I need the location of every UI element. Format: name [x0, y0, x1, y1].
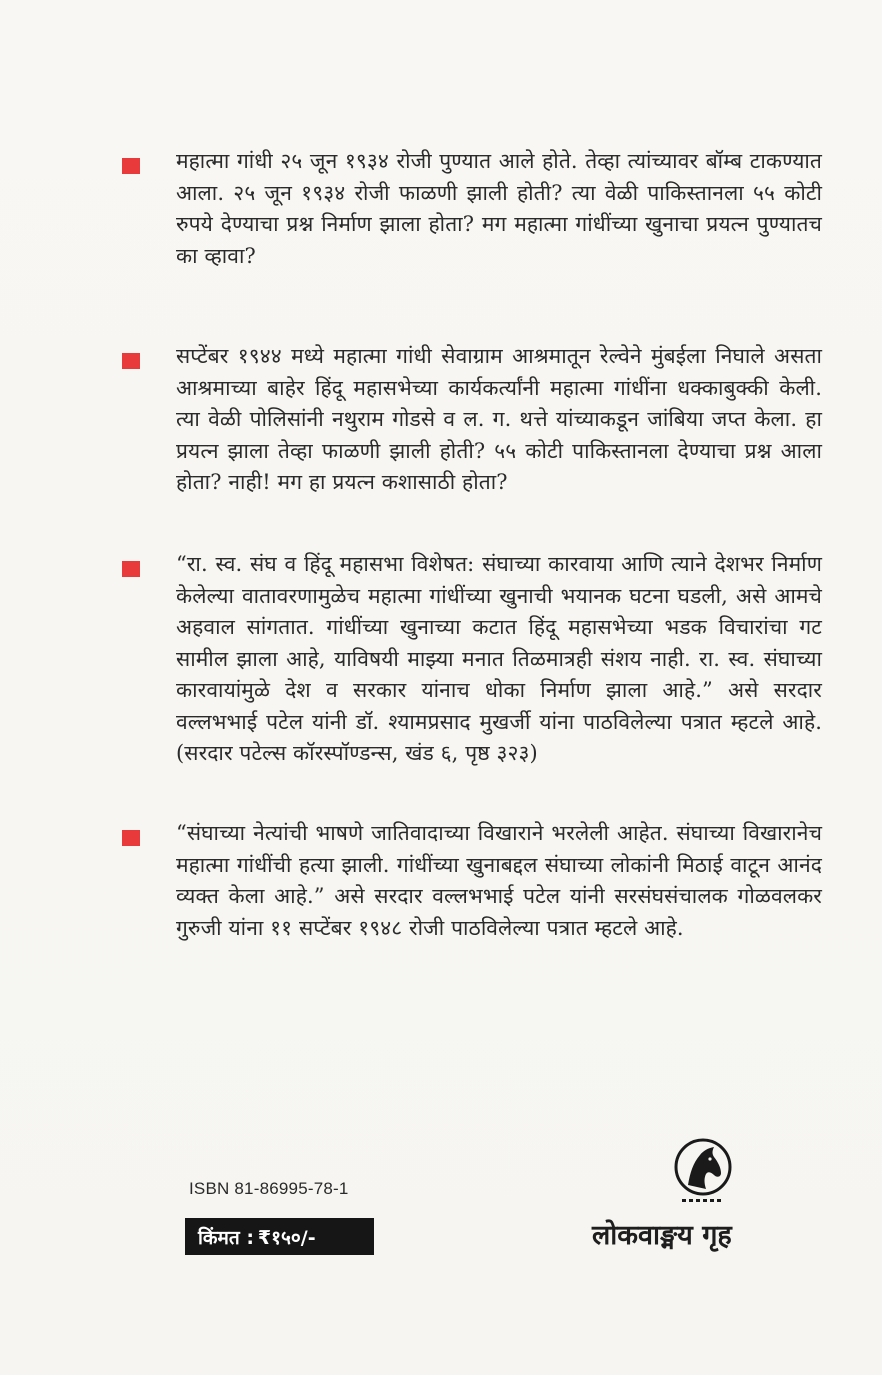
price-tag — [185, 1218, 374, 1255]
paragraph-4 — [122, 818, 822, 944]
paragraph-text: महात्मा गांधी २५ जून १९३४ रोजी पुण्यात आले होते. तेव्हा त्यांच्यावर बॉम्ब टाकण्यात आला. २५ जून १९३४ रोजी फाळणी झाली होती? त्या वेळी पाकिस्तानला ५५ कोटी रुपये देण्याचा प्रश्न निर्माण झाला होता? मग महात्मा गांधींच्या खुनाचा प्रयत्न पुण्यातच का व्हावा? — [176, 149, 822, 268]
bullet-square-icon — [122, 353, 140, 369]
paragraph-2 — [122, 341, 822, 499]
isbn-number: ISBN 81-86995-78-1 — [189, 1179, 349, 1198]
paragraph-text: “संघाच्या नेत्यांची भाषणे जातिवादाच्या विखाराने भरलेली आहेत. संघाच्या विखारानेच महात्मा गांधींची हत्या झाली. गांधींच्या खुनाबद्दल संघाच्या लोकांनी मिठाई वाटून आनंद व्यक्त केला आहे.” असे सरदार वल्लभभाई पटेल यांनी सरसंघसंचालक गोळवलकर गुरुजी यांना ११ सप्टेंबर १९४८ रोजी पाठविलेल्या पत्रात म्हटले आहे. — [176, 821, 822, 940]
price-label: किंमत : — [198, 1226, 254, 1249]
bullet-square-icon — [122, 158, 140, 174]
horse-head-logo-icon — [666, 1133, 740, 1207]
price-value: ₹१५०/- — [257, 1226, 316, 1249]
publisher-name: लोकवाङ्मय गृह — [592, 1220, 732, 1251]
bullet-square-icon — [122, 561, 140, 577]
paragraph-3 — [122, 549, 822, 770]
paragraph-text: “रा. स्व. संघ व हिंदू महासभा विशेषत: संघाच्या कारवाया आणि त्याने देशभर निर्माण केलेल्या वातावरणामुळेच महात्मा गांधींच्या खुनाची भयानक घटना घडली, असे आमचे अहवाल सांगतात. गांधींच्या खुनाच्या कटात हिंदू महासभेच्या भडक विचारांचा गट सामील झाला आहे, याविषयी माझ्या मनात तिळमात्रही संशय नाही. रा. स्व. संघाच्या कारवायांमुळे देश व सरकार यांनाच धोका निर्माण झाला आहे.” असे सरदार वल्लभभाई पटेल यांनी डॉ. श्यामप्रसाद मुखर्जी यांना पाठविलेल्या पत्रात म्हटले आहे. (सरदार पटेल्स कॉरस्पॉण्डन्स, खंड ६, पृष्ठ ३२३) — [176, 552, 822, 765]
paragraph-text: सप्टेंबर १९४४ मध्ये महात्मा गांधी सेवाग्राम आश्रमातून रेल्वेने मुंबईला निघाले असता आश्रमाच्या बाहेर हिंदू महासभेच्या कार्यकर्त्यांनी महात्मा गांधींना धक्काबुक्की केली. त्या वेळी पोलिसांनी नथुराम गोडसे व ल. ग. थत्ते यांच्याकडून जांबिया जप्त केला. हा प्रयत्न झाला तेव्हा फाळणी झाली होती? ५५ कोटी पाकिस्तानला देण्याचा प्रश्न आला होता? नाही! मग हा प्रयत्न कशासाठी होता? — [176, 344, 822, 494]
bullet-square-icon — [122, 830, 140, 846]
paragraph-1 — [122, 146, 822, 272]
